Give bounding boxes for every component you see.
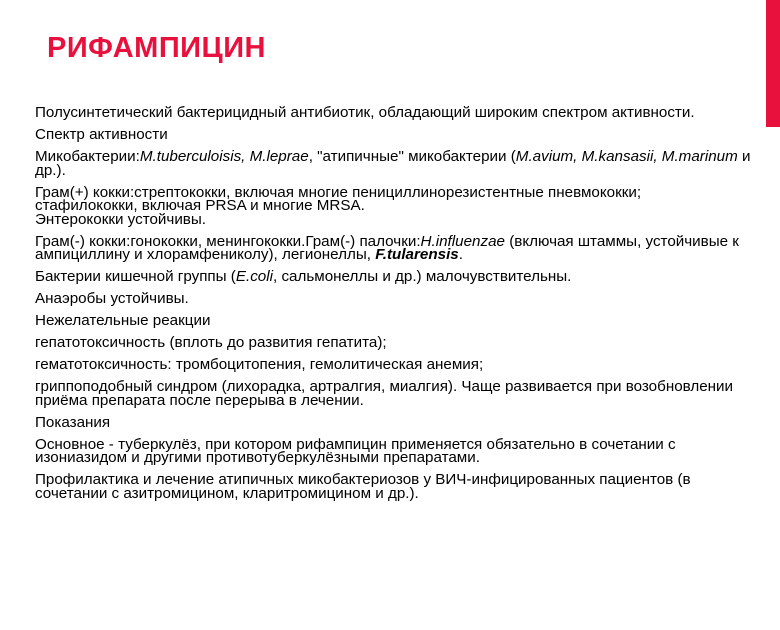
paragraph-text: Грам(+) кокки:стрептококки, включая многие пенициллинорезистентные пневмококки; <box>35 183 642 201</box>
paragraph-text: Нежелательные реакции <box>35 312 211 329</box>
paragraph-text: Грам(-) кокки:гонококки, менингококки.Грам(-) палочки: <box>35 232 421 250</box>
paragraph-text: , "атипичные" микобактерии ( <box>308 148 516 165</box>
paragraph <box>35 128 757 142</box>
paragraph <box>35 292 757 306</box>
paragraph <box>35 210 757 228</box>
paragraph <box>35 435 757 466</box>
paragraph-text: и др.). <box>35 148 751 179</box>
paragraph-text: Спектр активности <box>35 126 168 143</box>
paragraph <box>35 358 757 372</box>
paragraph <box>35 336 757 350</box>
paragraph-text: Энтерококки устойчивы. <box>35 210 207 228</box>
paragraph <box>35 314 757 328</box>
paragraph-text: , сальмонеллы и др.) малочувствительны. <box>273 268 572 285</box>
paragraph-text: . <box>458 246 463 263</box>
paragraph-text: Бактерии кишечной группы ( <box>35 268 236 285</box>
paragraph <box>35 106 757 120</box>
slide-title: РИФАМПИЦИН <box>47 32 266 64</box>
paragraph <box>35 473 757 500</box>
accent-bar <box>766 0 780 127</box>
paragraph-text: (включая штаммы, устойчивые к ампициллину и хлорамфениколу), легионеллы, <box>35 232 739 263</box>
paragraph-text: Основное - туберкулёз, при котором рифампицин применяется обязательно в сочетании с изониазидом и другими противотуберкулёзными препаратами. <box>35 435 676 466</box>
paragraph-text: Микобактерии: <box>35 148 140 165</box>
paragraph <box>35 380 757 407</box>
paragraph-text: F.tularensis <box>375 246 459 263</box>
paragraph-text: M.avium, M.kansasii, M.marinum <box>515 148 738 165</box>
paragraph <box>35 270 757 284</box>
paragraph-text: H.influenzae <box>420 232 505 250</box>
paragraph <box>35 413 757 431</box>
paragraph-text: Показания <box>35 413 111 431</box>
slide-body <box>35 106 757 509</box>
paragraph-text: Анаэробы устойчивы. <box>35 290 189 307</box>
paragraph-text: Профилактика и лечение атипичных микобактериозов у ВИЧ-инфицированных пациентов (в сочетании с азитромицином, кларитромицином и др.). <box>35 471 691 502</box>
paragraph <box>35 232 757 263</box>
paragraph <box>35 150 757 177</box>
paragraph-text: гриппоподобный синдром (лихорадка, артралгия, миалгия). Чаще развивается при возобновлении приёма препарата после перерыва в лечении. <box>35 378 734 409</box>
paragraph-text: стафилококки, включая PRSA и многие MRSA. <box>35 197 365 214</box>
paragraph-text: Полусинтетический бактерицидный антибиотик, обладающий широким спектром активности. <box>35 104 695 121</box>
paragraph-text: гепатотоксичность (вплоть до развития гепатита); <box>35 334 387 351</box>
paragraph-text: M.tuberculoisis, M.leprae <box>139 148 309 165</box>
paragraph-text: E.coli <box>235 268 273 285</box>
paragraph-text: гематотоксичность: тромбоцитопения, гемолитическая анемия; <box>35 356 484 373</box>
